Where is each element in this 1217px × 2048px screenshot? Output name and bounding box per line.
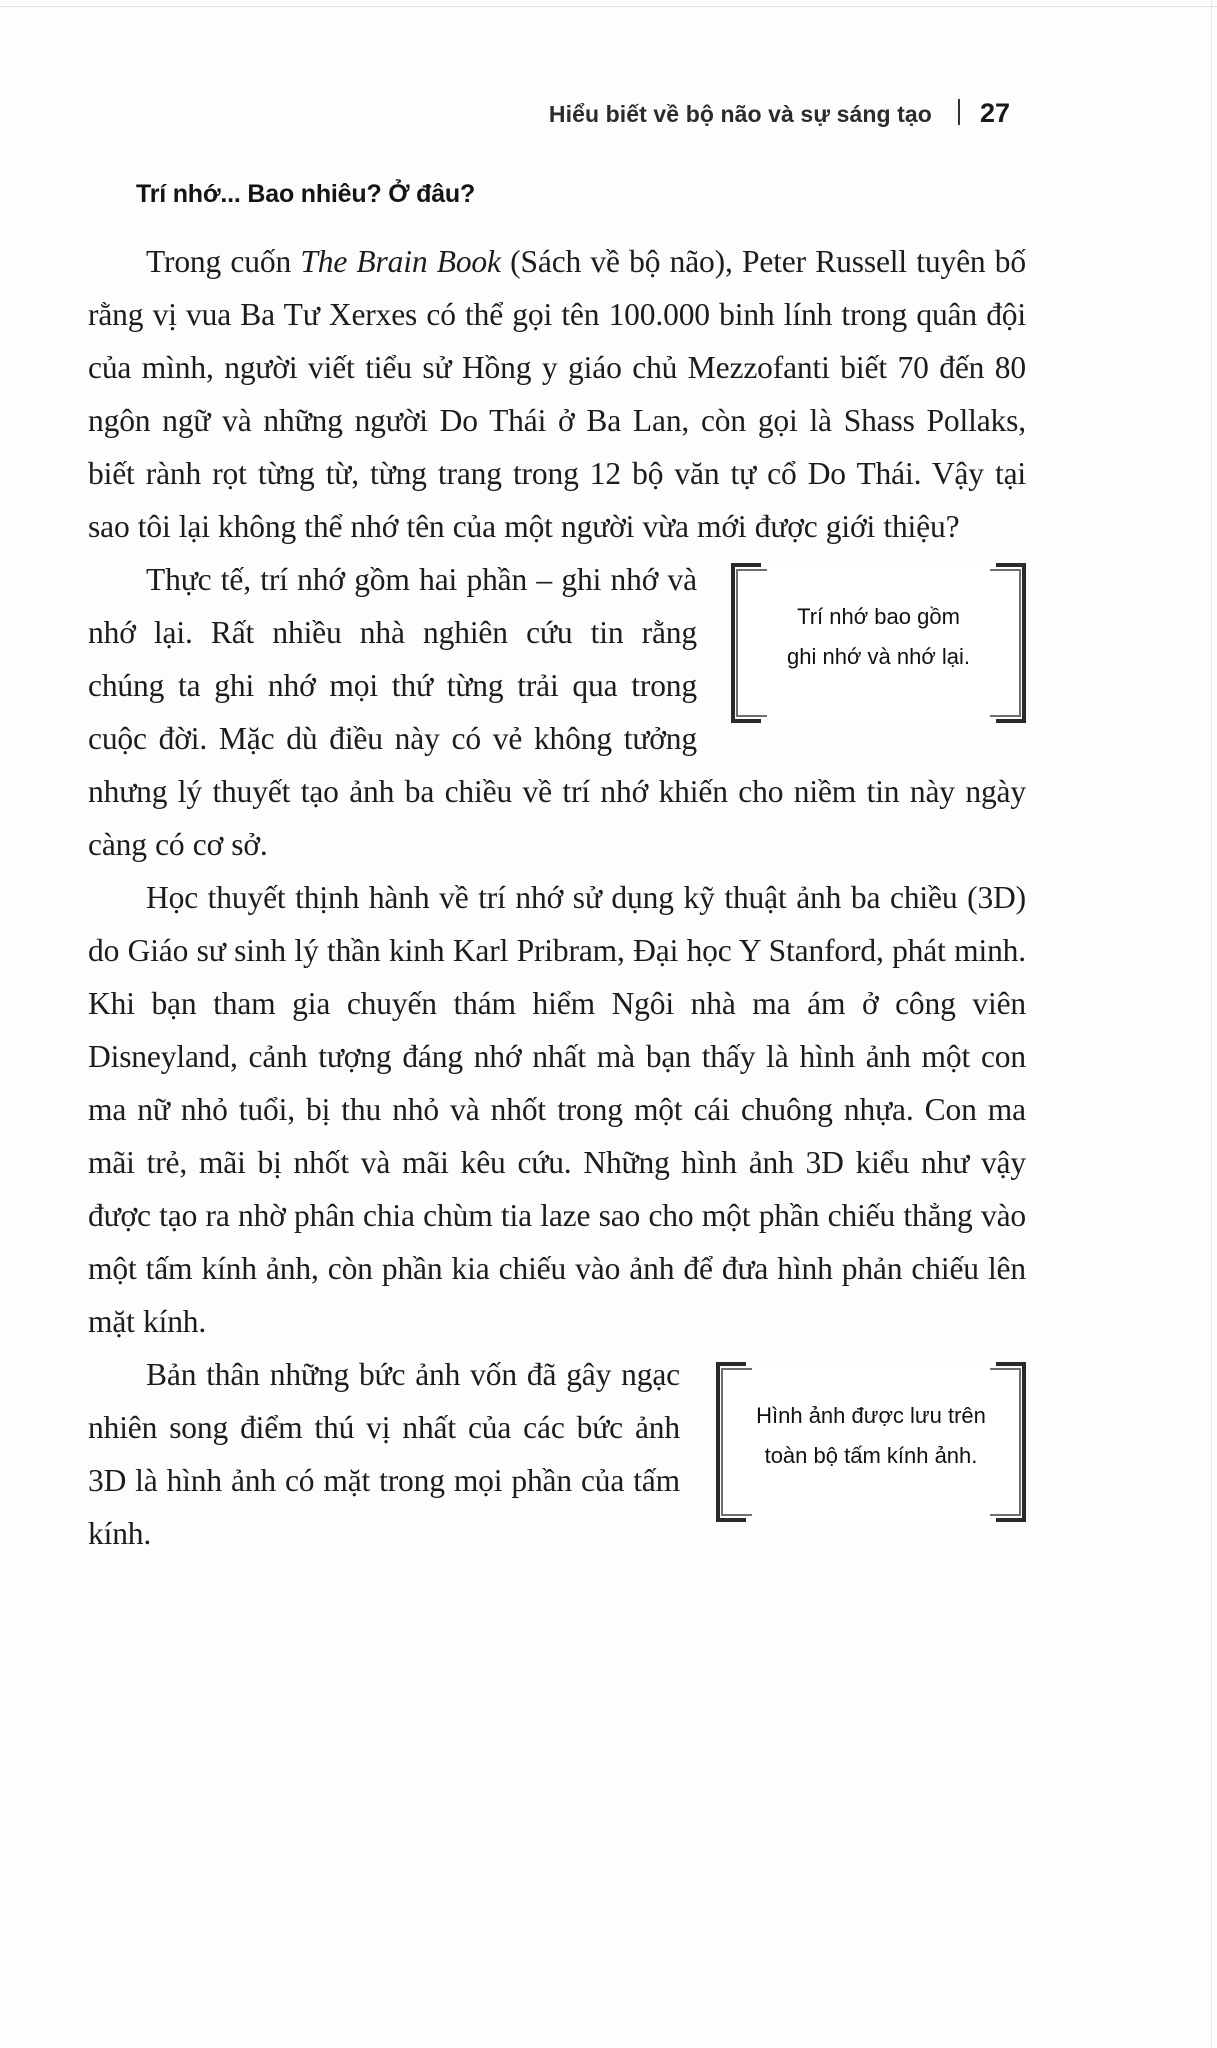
paragraph-1-part-a: Trong cuốn <box>146 244 301 279</box>
callout-box-1-line-1: Trí nhớ bao gồm <box>797 604 960 629</box>
callout-box-2-text <box>716 1362 1026 1510</box>
callout-box-2-line-1: Hình ảnh được lưu trên <box>756 1403 986 1428</box>
paragraph-1 <box>88 235 1026 553</box>
callout-box-1 <box>731 563 1026 723</box>
paragraph-2: Thực tế, trí nhớ gồm hai phần – ghi nhớ và nhớ lại. Rất nhiều nhà nghiên cứu tin rằng chúng ta ghi nhớ mọi thứ từng trải qua trong cuộc đời. Mặc dù điều này có vẻ không tưởng nhưng lý thuyết tạo ảnh ba chiều về trí nhớ khiến cho niềm tin này ngày càng có cơ sở. <box>88 562 1026 862</box>
callout-box-1-line-2: ghi nhớ và nhớ lại. <box>787 644 970 669</box>
paragraph-4: Bản thân những bức ảnh vốn đã gây ngạc nhiên song điểm thú vị nhất của các bức ảnh 3D là hình ảnh có mặt trong mọi phần của tấm kính. <box>88 1357 680 1551</box>
running-header <box>0 96 1010 129</box>
book-title-italic: The Brain Book <box>300 244 501 279</box>
scan-edge-top-line <box>0 6 1217 7</box>
callout-box-2-line-2: toàn bộ tấm kính ảnh. <box>764 1443 978 1468</box>
callout-box-2 <box>716 1362 1026 1522</box>
paragraph-1-part-b: (Sách về bộ não), Peter Russell tuyên bố rằng vị vua Ba Tư Xerxes có thể gọi tên 100.000 binh lính trong quân đội của mình, người viết tiểu sử Hồng y giáo chủ Mezzofanti biết 70 đến 80 ngôn ngữ và những người Do Thái ở Ba Lan, còn gọi là Shass Pollaks, biết rành rọt từng từ, từng trang trong 12 bộ văn tự cổ Do Thái. Vậy tại sao tôi lại không thể nhớ tên của một người vừa mới được giới thiệu? <box>88 244 1026 544</box>
scan-edge-right-line <box>1211 0 1212 2048</box>
content-column <box>88 180 1026 1560</box>
header-title: Hiểu biết về bộ não và sự sáng tạo <box>548 101 932 127</box>
section-heading: Trí nhớ... Bao nhiêu? Ở đâu? <box>136 180 476 208</box>
header-separator-rule <box>958 99 960 125</box>
callout-box-1-text <box>731 563 1026 711</box>
page-number: 27 <box>979 98 1010 128</box>
paragraph-3: Học thuyết thịnh hành về trí nhớ sử dụng kỹ thuật ảnh ba chiều (3D) do Giáo sư sinh lý thần kinh Karl Pribram, Đại học Y Stanford, phát minh. Khi bạn tham gia chuyến thám hiểm Ngôi nhà ma ám ở công viên Disneyland, cảnh tượng đáng nhớ nhất mà bạn thấy là hình ảnh một con ma nữ nhỏ tuổi, bị thu nhỏ và nhốt trong một cái chuông nhựa. Con ma mãi trẻ, mãi bị nhốt và mãi kêu cứu. Những hình ảnh 3D kiểu như vậy được tạo ra nhờ phân chia chùm tia laze sao cho một phần chiếu thẳng vào một tấm kính ảnh, còn phần kia chiếu vào ảnh để đưa hình phản chiếu lên mặt kính. <box>88 880 1026 1339</box>
